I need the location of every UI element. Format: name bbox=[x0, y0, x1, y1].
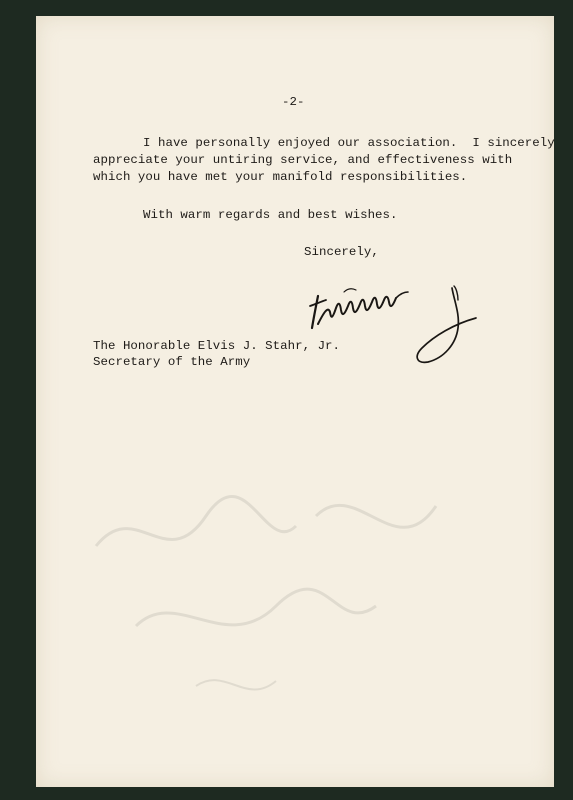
closing-salutation: Sincerely, bbox=[304, 245, 379, 259]
handwritten-signature-icon bbox=[304, 266, 479, 371]
recipient-title: Secretary of the Army bbox=[93, 355, 251, 369]
body-paragraph-line-2: appreciate your untiring service, and effectiveness with bbox=[93, 153, 513, 167]
recipient-name: The Honorable Elvis J. Stahr, Jr. bbox=[93, 339, 341, 353]
bleed-through-marks bbox=[76, 456, 496, 716]
body-paragraph-line-3: which you have met your manifold responsibilities. bbox=[93, 170, 468, 184]
body-paragraph-line-1: I have personally enjoyed our association. I sincerely bbox=[143, 136, 555, 150]
page-number: -2- bbox=[282, 95, 305, 109]
letter-page bbox=[36, 16, 554, 787]
closing-wishes: With warm regards and best wishes. bbox=[143, 208, 398, 222]
